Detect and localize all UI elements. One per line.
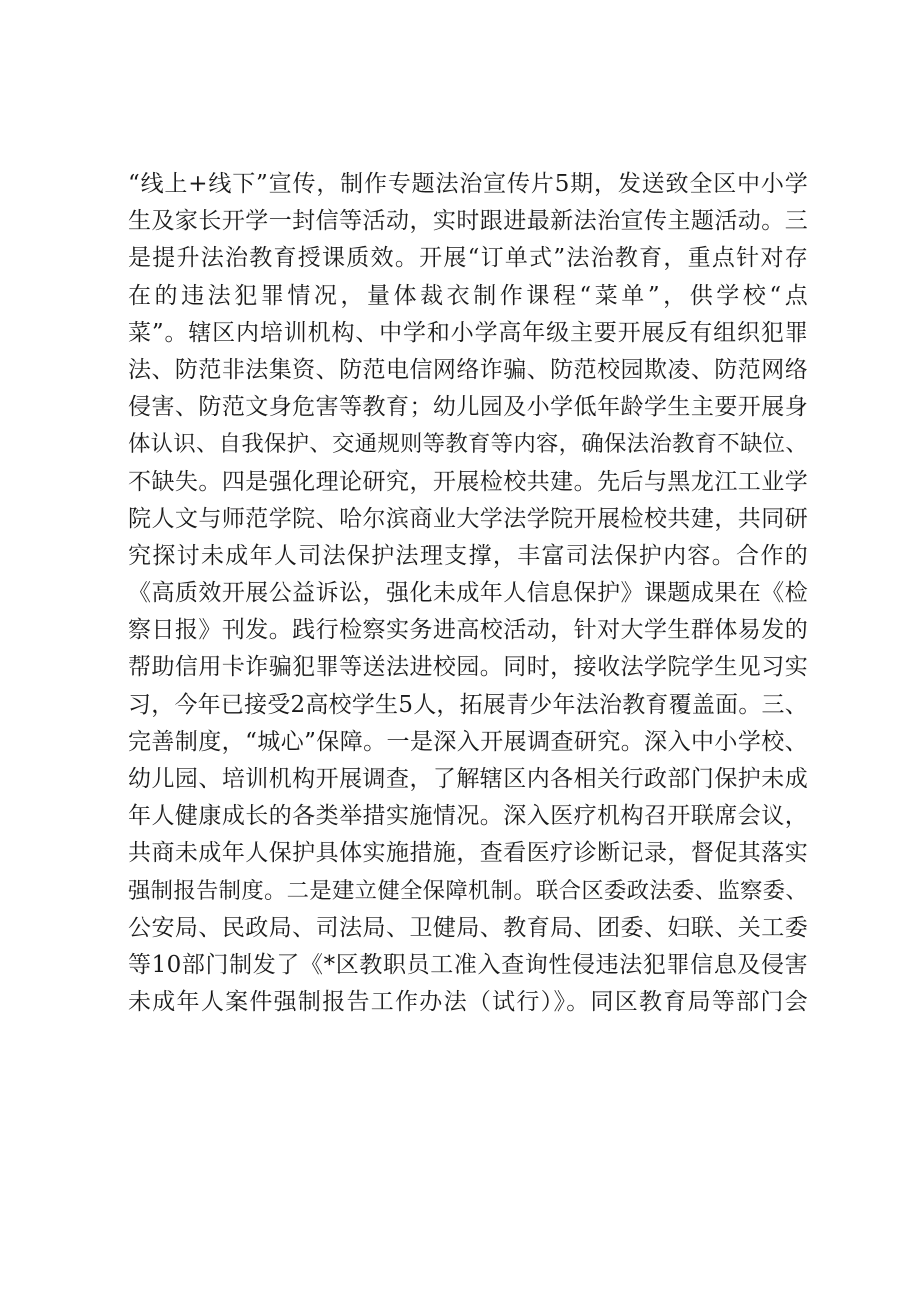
text-line: 侵害、防范文身危害等教育；幼儿园及小学低年龄学生主要开展身	[128, 394, 808, 421]
text-line: 在的违法犯罪情况，量体裁衣制作课程“菜单”，供学校“点	[128, 282, 808, 309]
text-line: 公安局、民政局、司法局、卫健局、教育局、团委、妇联、关工委	[128, 914, 808, 941]
text-line: 院人文与师范学院、哈尔滨商业大学法学院开展检校共建，共同研	[128, 505, 808, 532]
text-line: 共商未成年人保护具体实施措施，查看医疗诊断记录，督促其落实	[128, 840, 808, 867]
text-line: 等10部门制发了《*区教职员工准入查询性侵违法犯罪信息及侵害	[128, 951, 808, 978]
body-paragraph	[128, 166, 808, 1021]
text-line: 帮助信用卡诈骗犯罪等送法进校园。同时，接收法学院学生见习实	[128, 654, 808, 681]
text-line: 习，今年已接受2高校学生5人，拓展青少年法治教育覆盖面。三、	[128, 691, 808, 718]
text-line: 察日报》刊发。践行检察实务进高校活动，针对大学生群体易发的	[128, 617, 808, 644]
text-line: 是提升法治教育授课质效。开展“订单式”法治教育，重点针对存	[128, 245, 808, 272]
text-line: 幼儿园、培训机构开展调查，了解辖区内各相关行政部门保护未成	[128, 766, 808, 792]
text-line: 究探讨未成年人司法保护法理支撑，丰富司法保护内容。合作的	[128, 542, 808, 569]
text-line: 体认识、自我保护、交通规则等教育等内容，确保法治教育不缺位、	[128, 431, 808, 458]
text-line: 生及家长开学一封信等活动，实时跟进最新法治宣传主题活动。三	[128, 208, 808, 235]
text-line: 年人健康成长的各类举措实施情况。深入医疗机构召开联席会议，	[128, 803, 808, 830]
text-line: 法、防范非法集资、防范电信网络诈骗、防范校园欺凌、防范网络	[128, 356, 808, 383]
text-line: “线上+线下”宣传，制作专题法治宣传片5期，发送致全区中小学	[128, 171, 808, 197]
text-line: 《高质效开展公益诉讼，强化未成年人信息保护》课题成果在《检	[128, 580, 808, 607]
text-line: 未成年人案件强制报告工作办法（试行）》。同区教育局等部门会	[128, 989, 808, 1016]
text-line: 完善制度，“城心”保障。一是深入开展调查研究。深入中小学校、	[128, 728, 808, 755]
text-line: 不缺失。四是强化理论研究，开展检校共建。先后与黑龙江工业学	[128, 468, 808, 495]
text-line: 菜”。辖区内培训机构、中学和小学高年级主要开展反有组织犯罪	[128, 319, 808, 346]
text-line: 强制报告制度。二是建立健全保障机制。联合区委政法委、监察委、	[128, 877, 808, 904]
